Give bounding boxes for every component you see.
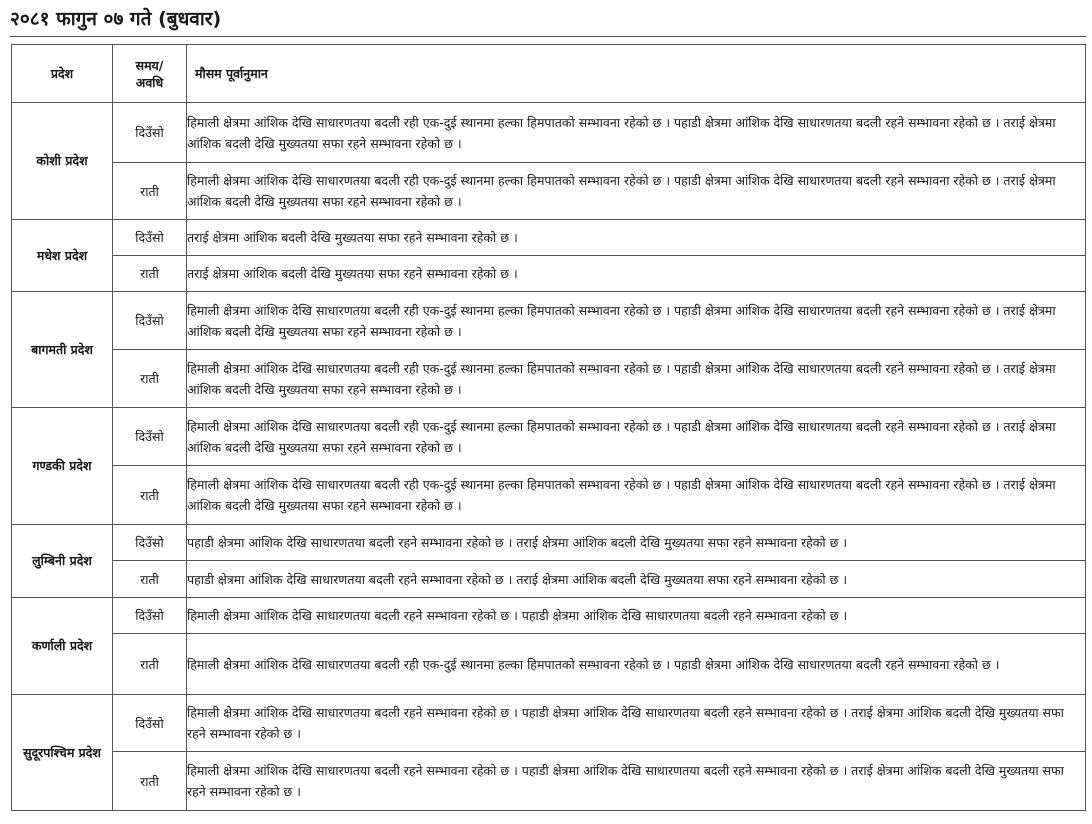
table-row [12,634,1086,695]
time-label-day: दिउँसो [113,103,187,163]
time-label-day: दिउँसो [113,695,187,752]
time-label-night: राती [113,634,187,695]
table-row [12,256,1086,292]
table-row [12,598,1086,634]
table-row [12,408,1086,466]
time-label-day: दिउँसो [113,598,187,634]
forecast-text-night: हिमाली क्षेत्रमा आंशिक देखि साधारणतया बदली रही एक-दुई स्थानमा हल्का हिमपातको सम्भावना रहेको छ । पहाडी क्षेत्रमा आंशिक देखि साधारणतया बदली रहने सम्भावना रहेको छ । [187,634,1086,695]
table-row [12,350,1086,408]
page-title: २०८१ फागुन ०७ गते (बुधवार) [10,8,222,30]
time-label-night: राती [113,163,187,220]
province-name: कोशी प्रदेश [12,103,113,220]
time-label-night: राती [113,466,187,525]
table-row [12,103,1086,163]
forecast-text-day: हिमाली क्षेत्रमा आंशिक देखि साधारणतया बदली रही एक-दुई स्थानमा हल्का हिमपातको सम्भावना रहेको छ । पहाडी क्षेत्रमा आंशिक देखि साधारणतया बदली रहने सम्भावना रहेको छ । तराई क्षेत्रमा आंशिक बदली देखि मुख्यतया सफा रहने सम्भावना रहेको छ । [187,103,1086,163]
forecast-text-night: हिमाली क्षेत्रमा आंशिक देखि साधारणतया बदली रही एक-दुई स्थानमा हल्का हिमपातको सम्भावना रहेको छ । पहाडी क्षेत्रमा आंशिक देखि साधारणतया बदली रहने सम्भावना रहेको छ । तराई क्षेत्रमा आंशिक बदली देखि मुख्यतया सफा रहने सम्भावना रहेको छ । [187,466,1086,525]
province-name: लुम्बिनी प्रदेश [12,525,113,598]
time-label-night: राती [113,752,187,811]
table-row [12,466,1086,525]
table-row [12,525,1086,561]
forecast-column-header: मौसम पूर्वानुमान [187,45,1086,103]
table-row [12,292,1086,350]
time-header-line1: समय/ [135,57,164,73]
time-column-header [113,45,187,103]
time-label-day: दिउँसो [113,292,187,350]
province-name: बागमती प्रदेश [12,292,113,408]
table-row [12,561,1086,598]
table-row [12,752,1086,811]
forecast-text-day: हिमाली क्षेत्रमा आंशिक देखि साधारणतया बदली रही एक-दुई स्थानमा हल्का हिमपातको सम्भावना रहेको छ । पहाडी क्षेत्रमा आंशिक देखि साधारणतया बदली रहने सम्भावना रहेको छ । तराई क्षेत्रमा आंशिक बदली देखि मुख्यतया सफा रहने सम्भावना रहेको छ । [187,408,1086,466]
forecast-text-night: हिमाली क्षेत्रमा आंशिक देखि साधारणतया बदली रहने सम्भावना रहेको छ । पहाडी क्षेत्रमा आंशिक देखि साधारणतया बदली रहने सम्भावना रहेको छ । तराई क्षेत्रमा आंशिक बदली देखि मुख्यतया सफा रहने सम्भावना रहेको छ । [187,752,1086,811]
time-label-night: राती [113,256,187,292]
title-divider [10,36,1086,37]
forecast-text-day: हिमाली क्षेत्रमा आंशिक देखि साधारणतया बदली रही एक-दुई स्थानमा हल्का हिमपातको सम्भावना रहेको छ । पहाडी क्षेत्रमा आंशिक देखि साधारणतया बदली रहने सम्भावना रहेको छ । तराई क्षेत्रमा आंशिक बदली देखि मुख्यतया सफा रहने सम्भावना रहेको छ । [187,292,1086,350]
province-name: मधेश प्रदेश [12,220,113,292]
time-label-day: दिउँसो [113,220,187,256]
province-name: सुदूरपश्चिम प्रदेश [12,695,113,811]
province-name: कर्णाली प्रदेश [12,598,113,695]
time-header-line2: अवधि [135,74,164,90]
forecast-table [11,44,1086,811]
time-label-night: राती [113,561,187,598]
time-label-night: राती [113,350,187,408]
forecast-text-night: हिमाली क्षेत्रमा आंशिक देखि साधारणतया बदली रही एक-दुई स्थानमा हल्का हिमपातको सम्भावना रहेको छ । पहाडी क्षेत्रमा आंशिक देखि साधारणतया बदली रहने सम्भावना रहेको छ । तराई क्षेत्रमा आंशिक बदली देखि मुख्यतया सफा रहने सम्भावना रहेको छ । [187,163,1086,220]
province-name: गण्डकी प्रदेश [12,408,113,525]
forecast-text-night: तराई क्षेत्रमा आंशिक बदली देखि मुख्यतया सफा रहने सम्भावना रहेको छ । [187,256,1086,292]
province-column-header: प्रदेश [12,45,113,103]
forecast-text-day: हिमाली क्षेत्रमा आंशिक देखि साधारणतया बदली रहने सम्भावना रहेको छ । पहाडी क्षेत्रमा आंशिक देखि साधारणतया बदली रहने सम्भावना रहेको छ । [187,598,1086,634]
time-label-day: दिउँसो [113,525,187,561]
forecast-text-day: पहाडी क्षेत्रमा आंशिक देखि साधारणतया बदली रहने सम्भावना रहेको छ । तराई क्षेत्रमा आंशिक बदली देखि मुख्यतया सफा रहने सम्भावना रहेको छ । [187,525,1086,561]
table-row [12,163,1086,220]
table-row [12,220,1086,256]
table-header-row [12,45,1086,103]
forecast-text-night: पहाडी क्षेत्रमा आंशिक देखि साधारणतया बदली रहने सम्भावना रहेको छ । तराई क्षेत्रमा आंशिक बदली देखि मुख्यतया सफा रहने सम्भावना रहेको छ । [187,561,1086,598]
table-row [12,695,1086,752]
forecast-text-night: हिमाली क्षेत्रमा आंशिक देखि साधारणतया बदली रही एक-दुई स्थानमा हल्का हिमपातको सम्भावना रहेको छ । पहाडी क्षेत्रमा आंशिक देखि साधारणतया बदली रहने सम्भावना रहेको छ । तराई क्षेत्रमा आंशिक बदली देखि मुख्यतया सफा रहने सम्भावना रहेको छ । [187,350,1086,408]
time-label-day: दिउँसो [113,408,187,466]
forecast-text-day: तराई क्षेत्रमा आंशिक बदली देखि मुख्यतया सफा रहने सम्भावना रहेको छ । [187,220,1086,256]
forecast-text-day: हिमाली क्षेत्रमा आंशिक देखि साधारणतया बदली रहने सम्भावना रहेको छ । पहाडी क्षेत्रमा आंशिक देखि साधारणतया बदली रहने सम्भावना रहेको छ । तराई क्षेत्रमा आंशिक बदली देखि मुख्यतया सफा रहने सम्भावना रहेको छ । [187,695,1086,752]
